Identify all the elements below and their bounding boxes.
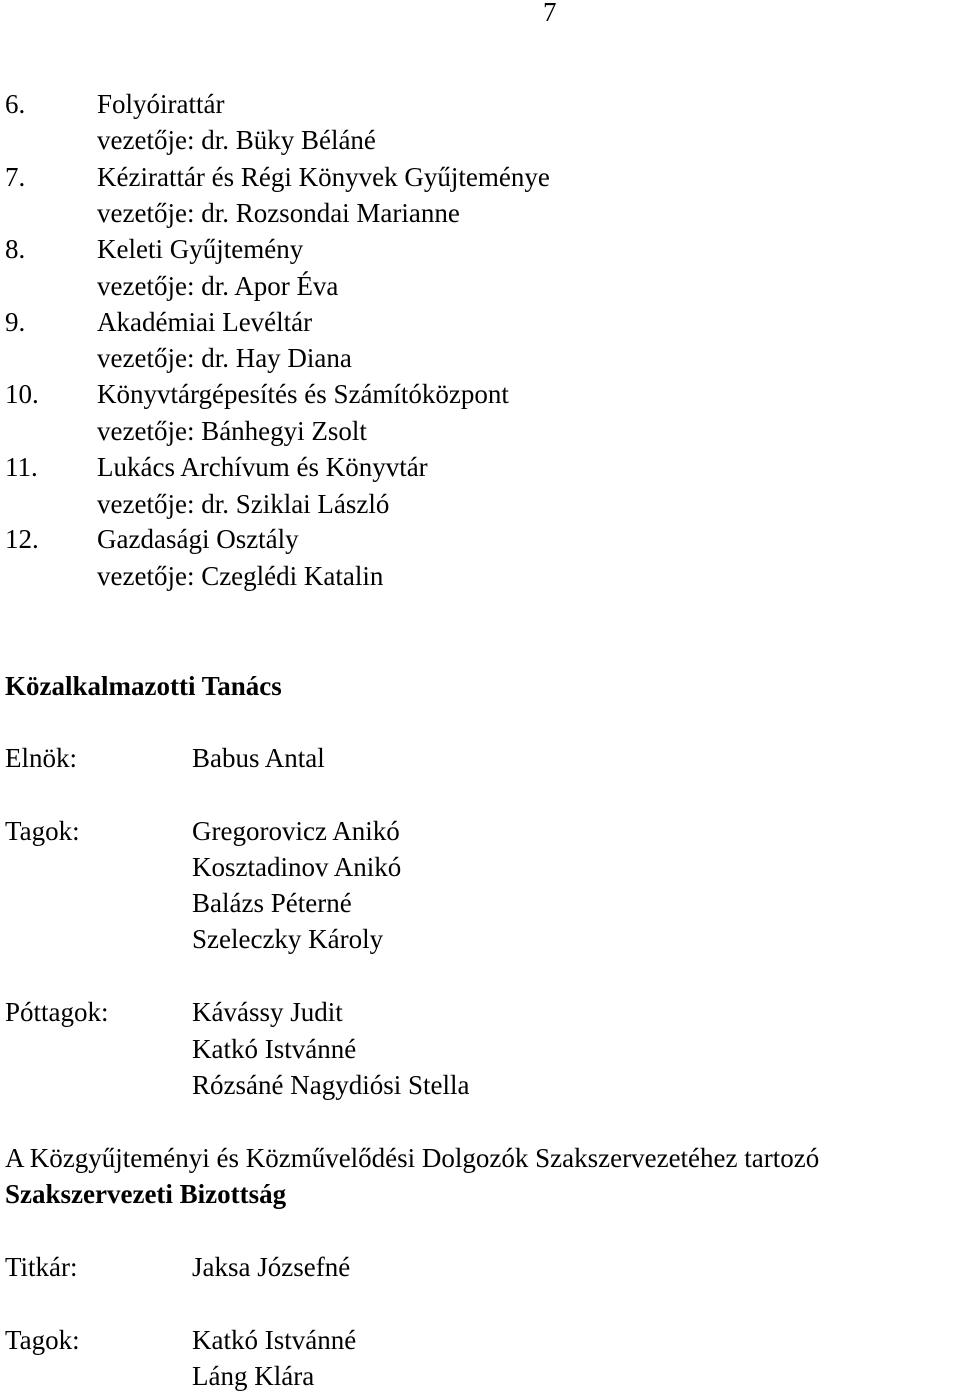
department-name: Könyvtárgépesítés és Számítóközpont [97,379,509,409]
secretary-label: Titkár: [5,1252,78,1282]
department-head: vezetője: Bánhegyi Zsolt [97,416,367,446]
alternates-label: Póttagok: [5,997,109,1027]
department-number: 7. [5,162,26,192]
department-number: 10. [5,379,39,409]
department-head: vezetője: dr. Büky Béláné [97,125,376,155]
department-name: Lukács Archívum és Könyvtár [97,452,428,482]
member-name: Szeleczky Károly [192,924,384,954]
alternate-name: Kávássy Judit [192,997,343,1027]
department-number: 12. [5,524,39,554]
member-name: Kosztadinov Anikó [192,852,402,882]
department-head: vezetője: dr. Sziklai László [97,489,390,519]
department-number: 11. [5,452,38,482]
department-head: vezetője: dr. Rozsondai Marianne [97,198,460,228]
union-members-label: Tagok: [5,1325,80,1355]
alternate-name: Rózsáné Nagydiósi Stella [192,1070,470,1100]
secretary-name: Jaksa Józsefné [192,1252,351,1282]
department-name: Kézirattár és Régi Könyvek Gyűjteménye [97,162,550,192]
chair-label: Elnök: [5,743,77,773]
department-name: Folyóirattár [97,89,225,119]
member-name: Balázs Péterné [192,888,352,918]
department-head: vezetője: Czeglédi Katalin [97,561,384,591]
department-name: Gazdasági Osztály [97,524,299,554]
union-member-name: Katkó Istvánné [192,1325,357,1355]
union-title: Szakszervezeti Bizottság [5,1179,287,1209]
chair-name: Babus Antal [192,743,325,773]
department-head: vezetője: dr. Hay Diana [97,343,352,373]
department-name: Akadémiai Levéltár [97,307,313,337]
department-head: vezetője: dr. Apor Éva [97,271,339,301]
department-number: 9. [5,307,26,337]
department-number: 8. [5,234,26,264]
member-name: Gregorovicz Anikó [192,816,400,846]
department-number: 6. [5,89,26,119]
council-title: Közalkalmazotti Tanács [5,671,282,701]
page-number: 7 [543,0,557,27]
union-member-name: Láng Klára [192,1361,315,1391]
alternate-name: Katkó Istvánné [192,1034,357,1064]
members-label: Tagok: [5,816,80,846]
department-name: Keleti Gyűjtemény [97,234,304,264]
union-intro: A Közgyűjteményi és Közművelődési Dolgozók Szakszervezetéhez tartozó [5,1143,820,1173]
